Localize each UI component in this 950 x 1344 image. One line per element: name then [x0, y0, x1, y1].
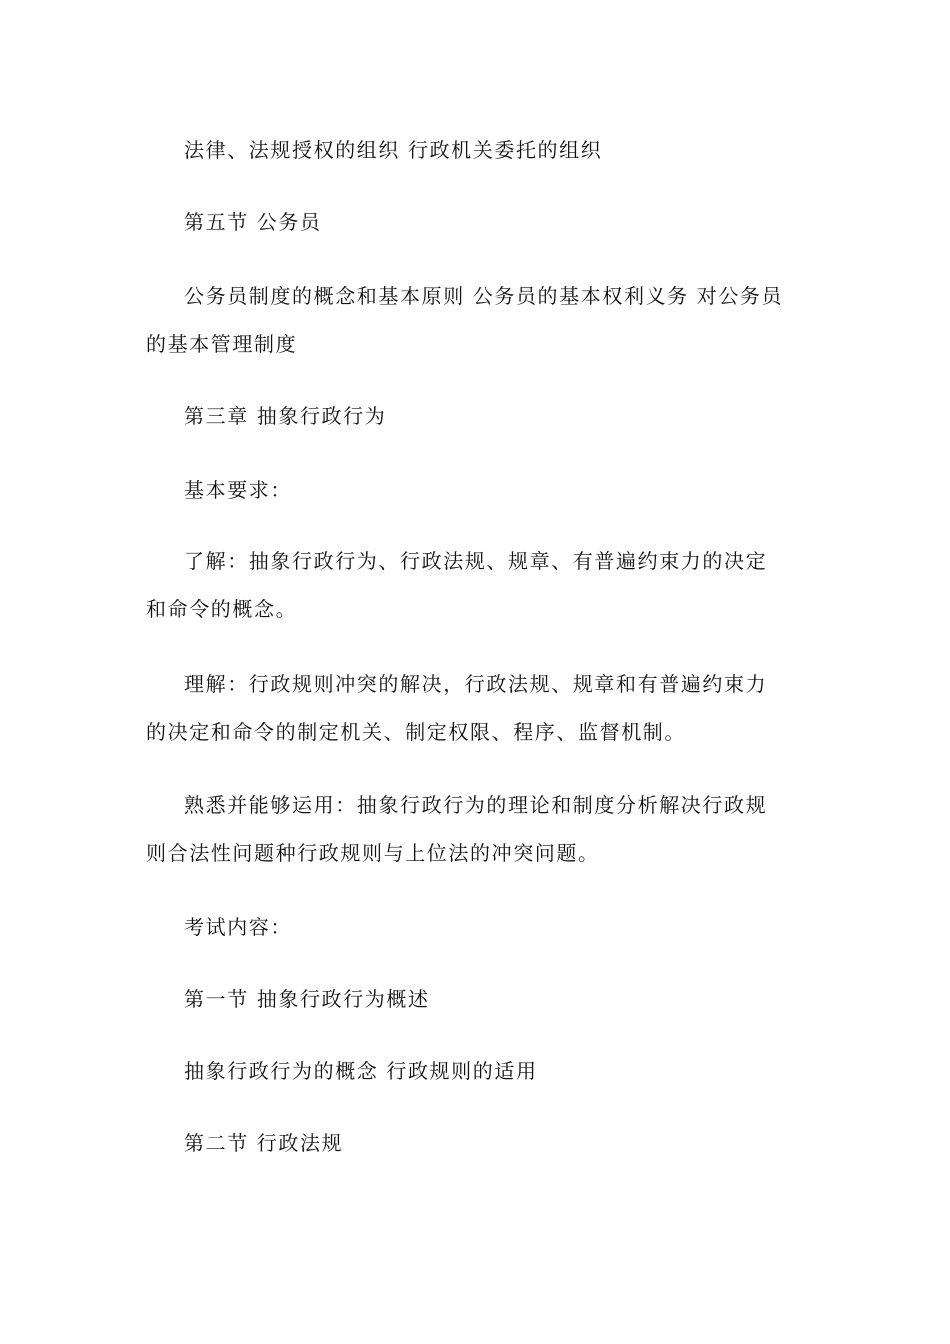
paragraph-apply: 熟悉并能够运用：抽象行政行为的理论和制度分析解决行政规则合法性问题种行政规则与上位法的冲突问题。	[146, 793, 768, 865]
paragraph-concept-application: 抽象行政行为的概念 行政规则的适用	[184, 1059, 538, 1083]
section-heading-overview: 第一节 抽象行政行为概述	[184, 987, 430, 1011]
heading-basic-requirements: 基本要求：	[184, 478, 292, 502]
section-heading-administrative-regulations: 第二节 行政法规	[184, 1131, 344, 1155]
chapter-heading-abstract-acts: 第三章 抽象行政行为	[184, 404, 387, 428]
section-heading-civil-servants: 第五节 公务员	[184, 210, 322, 234]
heading-exam-content: 考试内容：	[184, 915, 292, 939]
paragraph-comprehend: 理解：行政规则冲突的解决，行政法规、规章和有普遍约束力的决定和命令的制定机关、制定权限、程序、监督机制。	[146, 672, 768, 744]
paragraph-organizations: 法律、法规授权的组织 行政机关委托的组织	[184, 138, 603, 162]
paragraph-understand: 了解：抽象行政行为、行政法规、规章、有普遍约束力的决定和命令的概念。	[146, 549, 768, 621]
paragraph-civil-servant-system: 公务员制度的概念和基本原则 公务员的基本权利义务 对公务员的基本管理制度	[146, 284, 784, 356]
